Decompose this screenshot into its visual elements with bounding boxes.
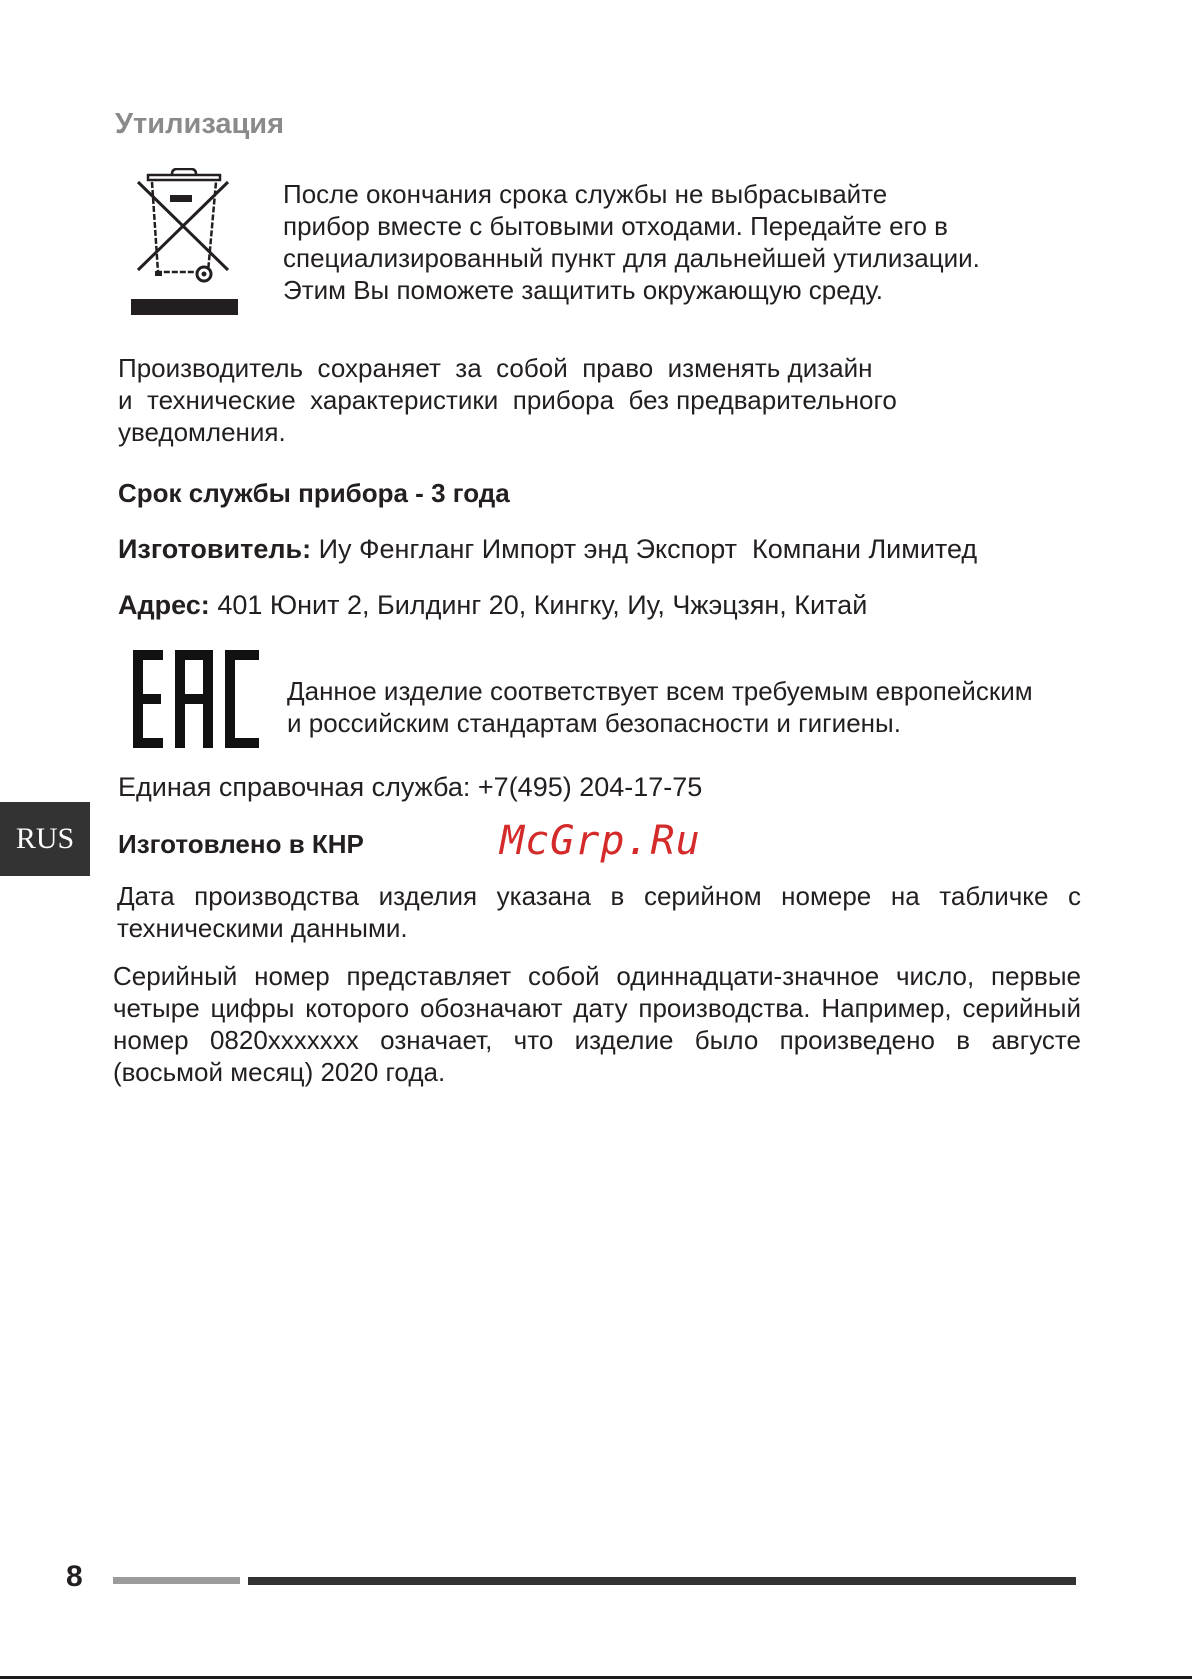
text-line: прибор вместе с бытовыми отходами. Передайте его в bbox=[283, 211, 948, 241]
rights-notice bbox=[118, 352, 978, 448]
service-life: Срок службы прибора - 3 года bbox=[118, 478, 510, 508]
footer-bar-grey bbox=[113, 1577, 240, 1584]
serial-number-info: Серийный номер представляет собой одиннадцати-значное число, первые четыре цифры которого обозначают дату производства. Например, серийный номер 0820xxxxxxx означает, что изделие было произведено в августе (восьмой месяц) 2020 года. bbox=[113, 961, 1081, 1087]
text-line: После окончания срока службы не выбрасывайте bbox=[283, 179, 888, 209]
certification-text bbox=[287, 675, 1107, 739]
footer-bar-dark bbox=[248, 1577, 1076, 1585]
text-line: Производитель сохраняет за собой право изменять дизайн bbox=[118, 353, 873, 383]
manufacturer-value: Иу Фенгланг Импорт энд Экспорт Компани Лимитед bbox=[311, 534, 978, 564]
section-title: Утилизация bbox=[115, 108, 285, 140]
address-value: 401 Юнит 2, Билдинг 20, Кингку, Иу, Чжэцзян, Китай bbox=[209, 590, 868, 620]
manufacturer-label: Изготовитель: bbox=[118, 534, 312, 564]
crossed-out-wheelie-bin-icon bbox=[128, 168, 240, 316]
text-line: Этим Вы поможете защитить окружающую среду. bbox=[283, 275, 883, 305]
language-tab: RUS bbox=[0, 802, 90, 876]
production-date-info: Дата производства изделия указана в серийном номере на табличке с техническими данными. bbox=[117, 881, 1081, 943]
address-label: Адрес: bbox=[118, 590, 210, 620]
disposal-text bbox=[283, 178, 1063, 306]
made-in: Изготовлено в КНР bbox=[118, 829, 364, 859]
manufacturer bbox=[118, 534, 977, 565]
address bbox=[118, 590, 867, 621]
hotline: Единая справочная служба: +7(495) 204-17-75 bbox=[118, 772, 703, 802]
text-line: специализированный пункт для дальнейшей утилизации. bbox=[283, 243, 980, 273]
text-line: уведомления. bbox=[118, 417, 286, 447]
eac-mark-icon bbox=[133, 650, 259, 748]
page-number: 8 bbox=[66, 1560, 83, 1593]
watermark: McGrp.Ru bbox=[500, 818, 701, 864]
text-line: и технические характеристики прибора без предварительного bbox=[118, 385, 897, 415]
text-line: и российским стандартам безопасности и гигиены. bbox=[287, 708, 901, 738]
text-line: Данное изделие соответствует всем требуемым европейским bbox=[287, 676, 1033, 706]
